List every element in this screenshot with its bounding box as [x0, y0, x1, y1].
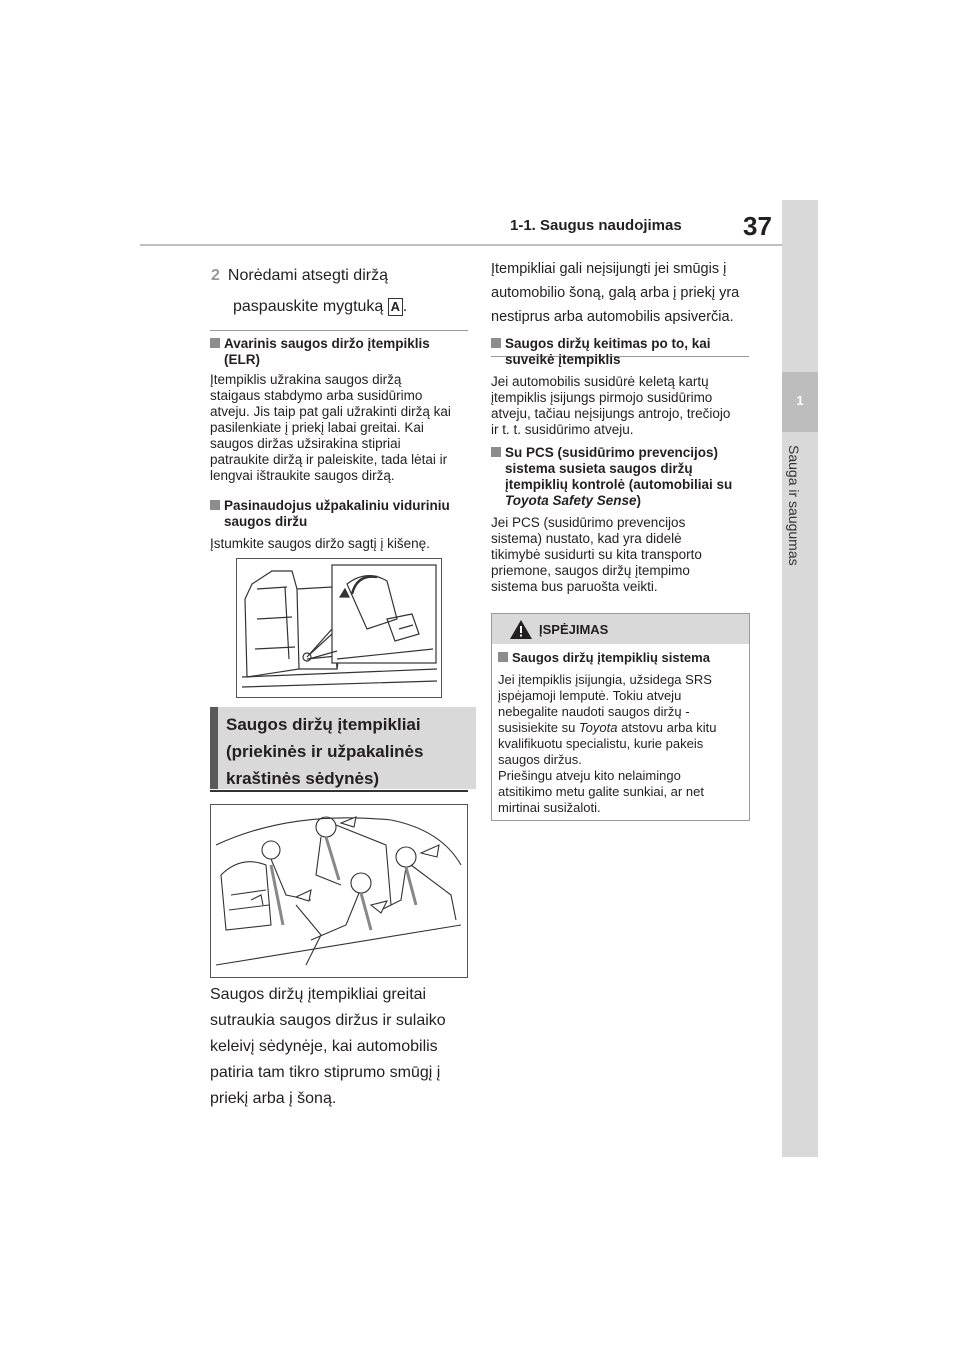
chapter-title: Sauga ir saugumas [786, 445, 802, 566]
pcs-title: Su PCS (susidūrimo prevencijos) [491, 445, 756, 461]
warning-subtitle: Saugos diržų įtempiklių sistema [498, 650, 743, 666]
square-bullet-icon [210, 338, 220, 348]
pretensioner-description: Saugos diržų įtempikliai greitai sutraukia saugos diržus ir sulaiko keleivį sėdynėje, kai automobilis patiria tam tikro stiprumo smūgį į priekį arba į šoną. [210, 986, 446, 1107]
running-header: 1-1. Saugus naudojimas [510, 217, 682, 234]
square-bullet-icon [491, 447, 501, 457]
section-heading: Saugos diržų įtempikliai (priekinės ir užpakalinės kraštinės sėdynės) [210, 707, 476, 789]
warning-box: ĮSPĖJIMAS Saugos diržų įtempiklių sistema Jei įtempiklis įsijungia, užsidega SRS įspėjamoji lemputė. Tokiu atveju nebegalite naudoti saugos diržų - susisiekite su Toyota atstovu arba kitu kvalifikuotu specialistu, kurie pakeis saugos diržus. Priešingu atveju kito nelaimingo atsitikimo metu galite sunkiai, ar net mirtinai susižaloti. [491, 613, 750, 821]
key-a-label: A [388, 298, 403, 316]
divider [210, 330, 468, 331]
replace-section: Saugos diržų keitimas po to, kai suveikė įtempiklis Jei automobilis susidūrė keletą kartų įtempiklis įsijungs pirmojo susidūrimo atveju, tačiau neįsijungs antrojo, trečiojo ir t. t. susidūrimo atveju. [491, 336, 756, 438]
warning-title: ĮSPĖJIMAS [539, 622, 609, 637]
chapter-side-tab [782, 200, 818, 1157]
rear-seat-drawing [237, 559, 441, 697]
warning-triangle-icon [509, 619, 533, 640]
square-bullet-icon [491, 338, 501, 348]
rear-center-title: Pasinaudojus užpakaliniu viduriniu [210, 498, 472, 514]
step-number: 2 [211, 267, 220, 284]
warning-header [492, 614, 749, 644]
elr-section: Avarinis saugos diržo įtempiklis (ELR) Įtempiklis užrakina saugos diržą staigaus stabdymo arba susidūrimo atveju. Jis taip pat gali užrakinti diržą kai pasilenkiate į priekį labai greitai. Kai saugos diržas užsirakina stipriai patraukite diržą ir paleiskite, tada lėtai ir lengvai ištraukite saugos diržą. [210, 336, 472, 484]
rear-center-section: Pasinaudojus užpakaliniu viduriniu saugos diržu Įstumkite saugos diržo sagtį į kišenę. [210, 498, 472, 552]
header-rule [140, 244, 782, 246]
square-bullet-icon [498, 652, 508, 662]
section-heading-rule [210, 790, 468, 792]
elr-title: Avarinis saugos diržo įtempiklis [210, 336, 472, 352]
page-number: 37 [743, 211, 772, 241]
pretensioner-illustration [210, 804, 468, 978]
replace-title: Saugos diržų keitimas po to, kai [491, 336, 756, 352]
square-bullet-icon [210, 500, 220, 510]
seat-buckle-illustration [236, 558, 442, 698]
pcs-section: Su PCS (susidūrimo prevencijos) sistema susieta saugos diržų įtempiklių kontrolė (automobiliai su Toyota Safety Sense) Jei PCS (susidūrimo prevencijos sistema) nustato, kad yra didelė tikimybė susidurti su kita transporto priemone, saugos diržų įtempimo sistema bus paruošta veikti. [491, 445, 756, 595]
chapter-number: 1 [796, 393, 804, 408]
step-2: 2 Norėdami atsegti diržą paspauskite mygtuką A . [211, 267, 408, 315]
car-interior-drawing [211, 805, 467, 977]
right-intro: Įtempikliai gali neįsijungti jei smūgis į automobilio šoną, galą arba į priekį yra nestiprus arba automobilis apsiverčia. [491, 261, 740, 325]
